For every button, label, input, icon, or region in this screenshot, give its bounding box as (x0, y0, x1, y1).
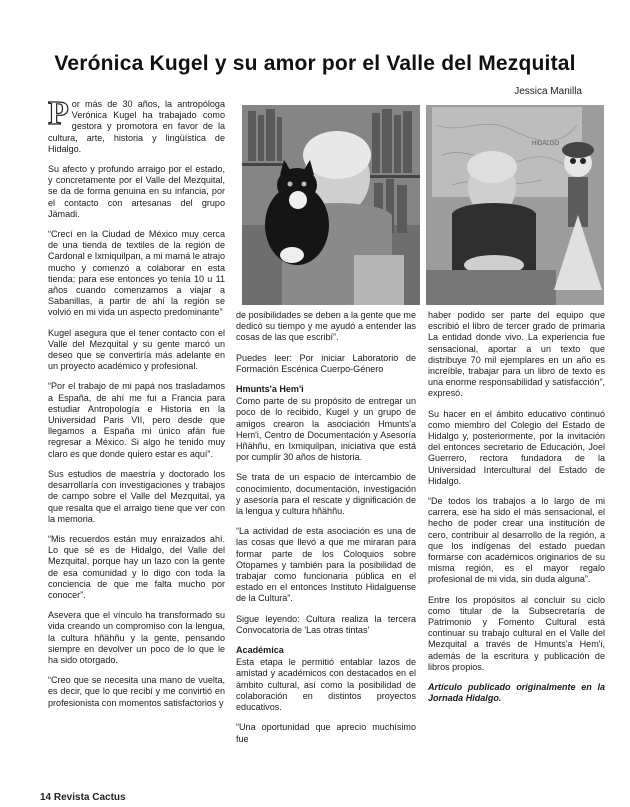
paragraph: “Creo que se necesita una mano de vuelta, es decir, que lo que recibí y me convirtió en profesionista con momentos satisfactorios y (48, 675, 225, 708)
paragraph: “Mis recuerdos están muy enraizados ahí. Lo que sé es de Hidalgo, del Valle del Mezquital, porque hay un lazo con la gente de esa comunidad y lo digo con toda la conciencia de que me falta mucho por conocer”. (48, 533, 225, 600)
paragraph: “La actividad de esta asociación es una de las cosas que llevó a que me miraran para formar parte de los Coloquios sobre Otopames y también para la posibilidad de trabajar como funcionaria pública en el estado en el entonces Instituto Hidalguense de la Cultura”. (236, 526, 416, 604)
column-3 (428, 310, 605, 714)
section-heading: Hmunts'a Hem'i (236, 384, 304, 395)
paragraph: Por más de 30 años, la antropóloga Verónica Kugel ha trabajado como gestora y promotora en favor de la cultura, arte, historia y lingüística de Hidalgo. (48, 95, 225, 154)
paragraph: Entre los propósitos al concluir su ciclo como titular de la Subsecretaría de Patrimonio y Fomento Cultural está continuar su trabajo cultural en el Valle del Mezquital a través de Hmunts'a Hem'i, además de la escritura y publicación de libros propios. (428, 594, 605, 672)
paragraph: “Por el trabajo de mi papá nos trasladamos a España, de ahí me fui a Francia para estudiar Antropología e Historia en la Universidad Paris VII, pero desde que llegamos a España mi único afán fue regresar a México. Si algo he tenido muy claro es que donde quiero estar es aquí”. (48, 381, 225, 459)
article-photo (242, 105, 604, 305)
link-read-more[interactable]: Puedes leer: Por iniciar Laboratorio de Formación Escénica Cuerpo-Género (236, 352, 416, 374)
paragraph: Kugel asegura que el tener contacto con el Valle del Mezquital y su gente marcó un deseo que se convertiría más adelante en un proyecto académico y profesional. (48, 327, 225, 372)
paragraph: Esta etapa le permitió entablar lazos de amistad y académicos con destacados en el ámbito cultural, así como la posibilidad de colaboración en distintos proyectos educativos. (236, 657, 416, 713)
source-note: Artículo publicado originalmente en la Jornada Hidalgo. (428, 682, 605, 704)
paragraph: haber podido ser parte del equipo que escribió el libro de tercer grado de primaria La entidad donde vivo. La experiencia fue sensacional, aportar a un texto que distribuye 70 mil ejemplares en un año es increíble, trabajar para un libro de texto es una enorme responsabilidad y satisfacción”, expresó. (428, 310, 605, 399)
paragraph: Se trata de un espacio de intercambio de conocimiento, documentación, investigación y asesoría para el rescate y dignificación de la lengua y cultura hñähñu. (236, 472, 416, 517)
paragraph: “De todos los trabajos a lo largo de mi carrera, ese ha sido el más sensacional, el hecho de poder crear una institución de cero, contribuir al desarrollo de la región, a que los indígenas del estado puedan formarse con académicos originarios de su misma región, es el mayor regalo profesional de mi vida, sin duda alguna”. (428, 496, 605, 585)
paragraph: Su afecto y profundo arraigo por el estado, y concretamente por el Valle del Mezquital, se da de forma genuina en su infancia, por el contacto con artesanas del grupo Jämadi. (48, 164, 225, 219)
paragraph: “Crecí en la Ciudad de México muy cerca de una tienda de textiles de la región de Cardonal e Ixmiquilpan, a mi mamá le atrajo mucho y comenzó a colaborar en esta tienda; para ese entonces yo tenía 10 u 11 años cuando comenzamos a viajar a Sabanillas, a partir de ahí la región se volvió en mi vida un aspecto predominante” (48, 229, 225, 318)
column-2 (236, 310, 416, 754)
article-title: Verónica Kugel y su amor por el Valle del Mezquital (54, 52, 576, 75)
paragraph: Su hacer en el ámbito educativo continuó como miembro del Colegio del Estado de Hidalgo y, posteriormente, por la invitación del entonces secretario de Educación, Joel Guerrero, rectora fundadora de la Universidad Intercultural del Estado de Hidalgo. (428, 408, 605, 486)
byline: Jessica Manilla (514, 86, 582, 97)
paragraph: Sus estudios de maestría y doctorado los desarrollaría con investigaciones y trabajos de campo sobre el Valle del Mezquital, ya que resalta que el arraigo tiene que ver con la memoria. (48, 468, 225, 524)
column-1 (48, 95, 225, 718)
page-footer: 14 Revista Cactus (40, 792, 126, 803)
paragraph: Como parte de su propósito de entregar un poco de lo recibido, Kugel y un grupo de amigos crearon la asociación Hmunts'a Hem'i, Centro de Documentación y Asesoría Hñähñu, en Ixmiquilpan, iniciativa que está por cumplir 30 años de historia. (236, 396, 416, 463)
section-heading: Académica (236, 645, 284, 656)
paragraph: de posibilidades se deben a la gente que me dedicó su tiempo y me ayudó a entender las cosas de las que escribí”. (236, 310, 416, 343)
paragraph: Asevera que el vínculo ha transformado su vida creando un compromiso con la lengua, la cultura hñähñu y la gente, pensando siempre en devolver un poco de lo que le ha sido otorgado. (48, 610, 225, 665)
link-keep-reading[interactable]: Sigue leyendo: Cultura realiza la tercera Convocatoria de 'Las otras tintas' (236, 613, 416, 635)
drop-cap: P (48, 95, 69, 132)
map-label: HIDALGO (532, 141, 560, 147)
paragraph: “Una oportunidad que aprecio muchísimo fue (236, 722, 416, 744)
